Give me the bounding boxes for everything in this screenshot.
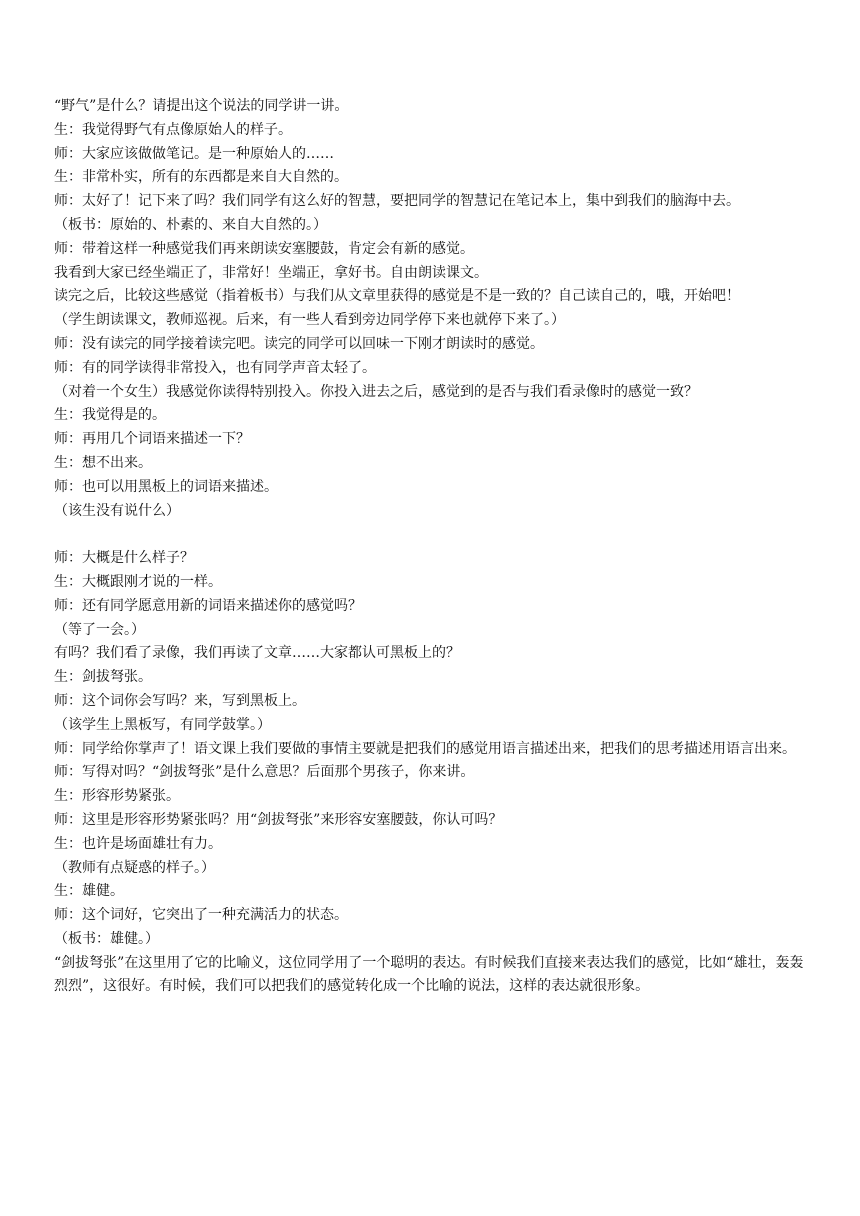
- text-line: （该学生上黑板写，有同学鼓掌。）: [54, 716, 271, 733]
- text-line: 生：我觉得是的。: [54, 407, 166, 424]
- text-line: 师：没有读完的同学接着读完吧。读完的同学可以回味一下刚才朗读时的感觉。: [54, 335, 544, 352]
- text-line: 生：剑拔弩张。: [54, 669, 152, 686]
- text-line: （板书：雄健。）: [54, 930, 159, 947]
- text-line: 有吗？我们看了录像，我们再读了文章……大家都认可黑板上的？: [54, 645, 460, 662]
- text-line: 生：形容形势紧张。: [54, 788, 180, 805]
- text-line: 师：还有同学愿意用新的词语来描述你的感觉吗？: [54, 597, 362, 614]
- text-line: 师：这个词好，它突出了一种充满活力的状态。: [54, 907, 348, 924]
- text-line: 师：带着这样一种感觉我们再来朗读安塞腰鼓，肯定会有新的感觉。: [54, 240, 474, 257]
- text-line: （该生没有说什么）: [54, 502, 180, 519]
- text-line: 生：也许是场面雄壮有力。: [54, 835, 222, 852]
- text-line: 师：也可以用黑板上的词语来描述。: [54, 478, 278, 495]
- text-line: 生：我觉得野气有点像原始人的样子。: [54, 121, 292, 138]
- text-line: “剑拔弩张”在这里用了它的比喻义，这位同学用了一个聪明的表达。有时候我们直接来表达我们的感觉，比如“雄壮，轰轰烈烈”，这很好。有时候，我们可以把我们的感觉转化成一个比喻的说法，这样的表达就很形象。: [54, 954, 804, 995]
- text-line: 生：想不出来。: [54, 454, 152, 471]
- text-line: （板书：原始的、朴素的、来自大自然的。）: [54, 216, 327, 233]
- text-line: 师：大概是什么样子？: [54, 550, 194, 567]
- document-body: [54, 95, 814, 999]
- text-line: “野气”是什么？请提出这个说法的同学讲一讲。: [54, 98, 349, 114]
- text-line: （对着一个女生）我感觉你读得特别投入。你投入进去之后，感觉到的是否与我们看录像时的感觉一致？: [54, 383, 698, 400]
- text-line: 读完之后，比较这些感觉（指着板书）与我们从文章里获得的感觉是不是一致的？自己读自己的，哦，开始吧！: [54, 288, 740, 305]
- text-line: 师：这个词你会写吗？来，写到黑板上。: [54, 692, 306, 709]
- text-line: 师：大家应该做做笔记。是一种原始人的……: [54, 145, 334, 162]
- blank-line: [54, 523, 814, 547]
- text-line: （教师有点疑惑的样子。）: [54, 859, 215, 876]
- text-line: 师：写得对吗？“剑拔弩张”是什么意思？后面那个男孩子，你来讲。: [54, 764, 475, 781]
- text-line: 师：再用几个词语来描述一下？: [54, 431, 250, 448]
- text-line: （等了一会。）: [54, 621, 145, 638]
- text-line: （学生朗读课文，教师巡视。后来，有一些人看到旁边同学停下来也就停下来了。）: [54, 312, 565, 329]
- text-line: 生：大概跟刚才说的一样。: [54, 573, 222, 590]
- text-line: 生：雄健。: [54, 883, 124, 900]
- text-line: 生：非常朴实，所有的东西都是来自大自然的。: [54, 169, 348, 186]
- text-line: 师：有的同学读得非常投入，也有同学声音太轻了。: [54, 359, 376, 376]
- text-line: 师：这里是形容形势紧张吗？用“剑拔弩张”来形容安塞腰鼓，你认可吗？: [54, 811, 503, 828]
- text-line: 师：太好了！记下来了吗？我们同学有这么好的智慧，要把同学的智慧记在笔记本上，集中到我们的脑海中去。: [54, 193, 740, 210]
- text-line: 我看到大家已经坐端正了，非常好！坐端正，拿好书。自由朗读课文。: [54, 264, 488, 281]
- text-line: 师：同学给你掌声了！语文课上我们要做的事情主要就是把我们的感觉用语言描述出来，把我们的思考描述用语言出来。: [54, 740, 796, 757]
